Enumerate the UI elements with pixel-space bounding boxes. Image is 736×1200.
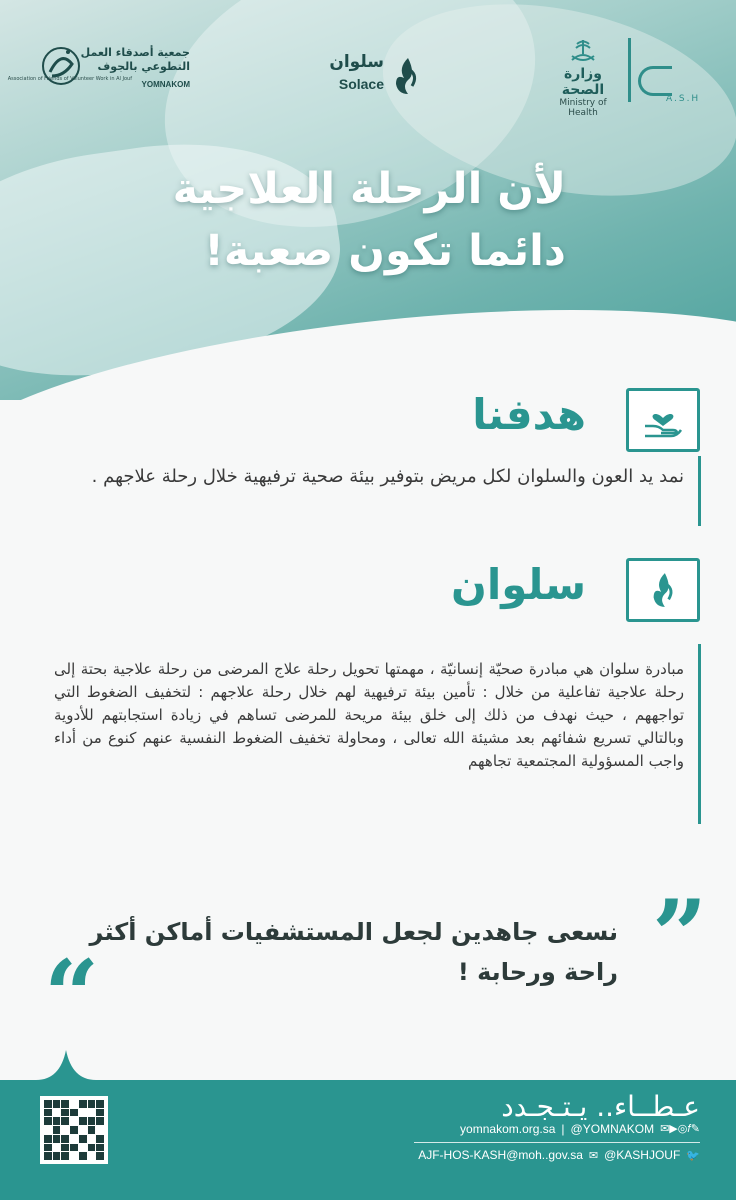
solace-text: مبادرة سلوان هي مبادرة صحيّة إنسانيّة ، مهمتها تحويل رحلة علاج المرضى من رحلة علاجية بحتة إلى رحلة علاجية تفاعلية من خلال : تأمين بيئة ترفيهية لهم خلال رحلة علاجهم : لتخفيف الضغوط التي تواجههم ، حيث نهدف من ذلك إلى خلق بيئة مريحة للمرضى تساهم في زيادة استجابتهم للأدوية وبالتالي تسريع شفائهم بعد مشيئة الله تعالى ، ومحاولة تخفيف الضغوط النفسية عنهم كنوع من أداء واجب المسؤولية المجتمعية تجاههم [54, 660, 684, 770]
solace-arabic-name: سلوان [329, 52, 384, 72]
solace-flame-icon [648, 570, 678, 610]
solace-logo [328, 52, 428, 100]
association-logo [7, 42, 190, 94]
ash-logo-mark [638, 66, 672, 96]
goal-icon-box [626, 388, 700, 452]
ministry-of-health-logo [548, 38, 618, 118]
association-brand: YOMNAKOM [141, 80, 190, 89]
solace-title: سلوان [450, 560, 586, 609]
ministry-english-name: Ministry of Health [559, 98, 607, 118]
social-handle[interactable]: @YOMNAKOM [570, 1122, 655, 1136]
footer-tagline: عـطــاء.. يـتـجـدد [501, 1090, 700, 1123]
footer-divider [414, 1142, 700, 1143]
hand-heart-icon [641, 400, 685, 440]
mail-icon: ✉ [588, 1149, 599, 1162]
ash-logo-bar [628, 38, 631, 102]
headline-line1: لأن الرحلة العلاجية [172, 164, 566, 214]
headline [146, 158, 566, 282]
solace-divider [698, 644, 701, 824]
association-arabic-line1: جمعية أصدقاء العمل [80, 46, 190, 59]
solace-icon-box [626, 558, 700, 622]
quote-close-icon: “ [44, 939, 100, 1052]
social-media-icons: ✉▶◎𝑓✎ [660, 1123, 700, 1135]
goal-title: هدفنا [472, 390, 586, 439]
goal-divider [698, 456, 701, 526]
ash-logo-text: A.S.H [666, 94, 701, 104]
twitter-icon: 🐦 [686, 1149, 700, 1162]
website-link[interactable]: yomnakom.org.sa [460, 1122, 556, 1136]
footer-contact-row [418, 1148, 700, 1162]
quote-open-icon: ” [652, 879, 708, 992]
solace-flame-icon [390, 56, 422, 96]
quote-text: نسعى جاهدين لجعل المستشفيات أماكن أكثر راحة ورحابة ! [89, 918, 618, 986]
qr-code[interactable] [40, 1096, 108, 1164]
email-link[interactable]: AJF-HOS-KASH@moh..gov.sa [418, 1148, 583, 1162]
association-arabic-line2: التطوعي بالجوف [97, 60, 190, 73]
footer-social-row: yomnakom.org.sa | @YOMNAKOM ✉▶◎𝑓✎ [460, 1122, 700, 1136]
calligraphy-emblem-icon [40, 42, 82, 92]
ash-logo [628, 38, 706, 108]
headline-line2: دائما تكون صعبة! [204, 226, 566, 276]
goal-text: نمد يد العون والسلوان لكل مريض بتوفير بيئة صحية ترفيهية خلال رحلة علاجهم . [91, 466, 684, 487]
twitter-handle[interactable]: @KASHJOUF [604, 1148, 681, 1162]
association-english-name: Association of Friends of Volunteer Work in Al Jouf [7, 76, 132, 82]
solace-english-name: Solace [338, 76, 384, 92]
palm-swords-icon [568, 38, 598, 64]
ministry-arabic-name: وزارة الصحة [561, 66, 605, 98]
